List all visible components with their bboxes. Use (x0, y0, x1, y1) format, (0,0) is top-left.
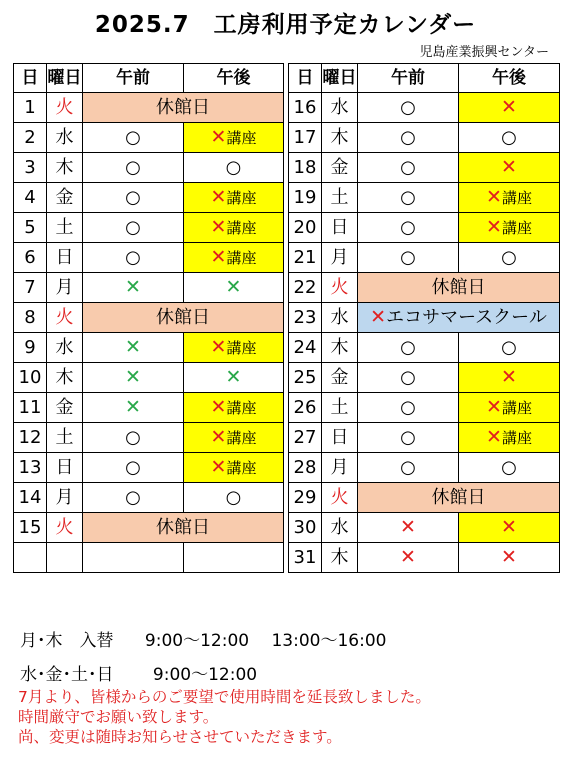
lecture-mark: ✕ (210, 336, 227, 358)
open-mark: ○ (400, 396, 416, 418)
unavailable-mark: ✕ (125, 336, 141, 358)
open-mark: ○ (125, 186, 141, 208)
pm-cell (184, 333, 284, 363)
pm-cell (184, 243, 284, 273)
am-cell (358, 393, 459, 423)
calendar-row (14, 153, 560, 183)
open-mark: ○ (400, 246, 416, 268)
calendar-row (14, 183, 560, 213)
schedule-times-1: 9:00～12:00 13:00～16:00 (144, 631, 387, 651)
day-number: 1 (14, 93, 47, 123)
am-cell (83, 243, 184, 273)
am-cell (358, 333, 459, 363)
weekday: 土 (47, 213, 83, 243)
am-cell (83, 213, 184, 243)
lecture-label: 講座 (226, 429, 257, 447)
day-number: 18 (289, 153, 322, 183)
day-number: 27 (289, 423, 322, 453)
calendar-row (14, 123, 560, 153)
day-number: 9 (14, 333, 47, 363)
unavailable-mark: ✕ (501, 546, 517, 568)
lecture-mark: ✕ (486, 186, 502, 208)
open-mark: ○ (400, 336, 416, 358)
pm-cell (184, 123, 284, 153)
event-cell (358, 303, 560, 333)
am-cell (83, 183, 184, 213)
calendar-row (14, 243, 560, 273)
day-number: 8 (14, 303, 47, 333)
open-mark: ○ (400, 126, 416, 148)
header-pm: 午後 (184, 64, 284, 93)
page-title: 2025.7 工房利用予定カレンダー (94, 12, 477, 38)
unavailable-mark: ✕ (400, 516, 416, 538)
weekday: 水 (47, 123, 83, 153)
am-cell (358, 153, 459, 183)
pm-cell (184, 363, 284, 393)
day-number: 20 (289, 213, 322, 243)
day-number: 6 (14, 243, 47, 273)
day-number: 13 (14, 453, 47, 483)
header-weekday: 曜日 (322, 64, 358, 93)
calendar-row (14, 93, 560, 123)
calendar-row (14, 303, 560, 333)
day-number: 22 (289, 273, 322, 303)
unavailable-mark: ✕ (125, 396, 141, 418)
weekday: 木 (322, 333, 358, 363)
weekday: 月 (322, 453, 358, 483)
day-number: 11 (14, 393, 47, 423)
am-cell (83, 483, 184, 513)
unavailable-mark: ✕ (225, 276, 242, 298)
weekday: 火 (47, 303, 83, 333)
lecture-label: 講座 (226, 219, 257, 237)
calendar-table (13, 63, 560, 573)
weekday: 金 (47, 183, 83, 213)
am-cell (83, 153, 184, 183)
lecture-label: 講座 (226, 399, 257, 417)
lecture-label: 講座 (226, 459, 257, 477)
lecture-label: 講座 (226, 249, 257, 267)
schedule-times-2: 9:00～12:00 (152, 665, 258, 685)
lecture-mark: ✕ (486, 426, 502, 448)
day-number: 5 (14, 213, 47, 243)
closed-day-cell: 休館日 (358, 483, 560, 513)
day-number: 26 (289, 393, 322, 423)
weekday: 水 (322, 93, 358, 123)
lecture-mark: ✕ (210, 396, 227, 418)
lecture-label: 講座 (501, 219, 532, 237)
day-number: 24 (289, 333, 322, 363)
closed-day-cell: 休館日 (83, 513, 284, 543)
open-mark: ○ (125, 246, 141, 268)
am-cell (358, 183, 459, 213)
day-number (14, 543, 47, 573)
pm-cell (459, 213, 560, 243)
open-mark: ○ (125, 486, 141, 508)
weekday: 木 (47, 363, 83, 393)
am-cell (358, 93, 459, 123)
calendar-row (14, 543, 560, 573)
am-cell (358, 243, 459, 273)
lecture-mark: ✕ (210, 126, 227, 148)
weekday: 日 (322, 423, 358, 453)
lecture-mark: ✕ (210, 456, 227, 478)
pm-cell (184, 273, 284, 303)
weekday: 月 (47, 483, 83, 513)
notice-text (18, 687, 431, 747)
weekday: 土 (322, 393, 358, 423)
am-cell (358, 453, 459, 483)
lecture-mark: ✕ (501, 366, 517, 388)
am-cell (83, 273, 184, 303)
pm-cell (184, 213, 284, 243)
day-number: 31 (289, 543, 322, 573)
calendar-row (14, 333, 560, 363)
am-cell (358, 363, 459, 393)
weekday: 金 (322, 363, 358, 393)
header-day: 日 (14, 64, 47, 93)
day-number: 25 (289, 363, 322, 393)
day-number: 2 (14, 123, 47, 153)
weekday: 金 (47, 393, 83, 423)
schedule-line-2 (20, 660, 257, 685)
pm-cell (459, 453, 560, 483)
weekday: 火 (322, 483, 358, 513)
day-number: 7 (14, 273, 47, 303)
day-number: 23 (289, 303, 322, 333)
open-mark: ○ (125, 456, 141, 478)
day-number: 10 (14, 363, 47, 393)
weekday: 金 (322, 153, 358, 183)
lecture-mark: ✕ (501, 156, 517, 178)
day-number: 21 (289, 243, 322, 273)
am-cell (358, 213, 459, 243)
open-mark: ○ (400, 156, 416, 178)
lecture-label: 講座 (226, 129, 257, 147)
header-am: 午前 (358, 64, 459, 93)
pm-cell (459, 243, 560, 273)
weekday: 水 (47, 333, 83, 363)
pm-cell (459, 93, 560, 123)
weekday: 日 (322, 213, 358, 243)
lecture-mark: ✕ (210, 246, 227, 268)
closed-day-cell: 休館日 (358, 273, 560, 303)
pm-cell (184, 543, 284, 573)
open-mark: ○ (125, 216, 141, 238)
notice-line: 時間厳守でお願い致します。 (18, 708, 219, 726)
calendar-row (14, 273, 560, 303)
unavailable-mark: ✕ (370, 306, 387, 328)
open-mark: ○ (225, 486, 242, 508)
pm-cell (184, 393, 284, 423)
open-mark: ○ (125, 126, 141, 148)
pm-cell (459, 543, 560, 573)
day-number: 16 (289, 93, 322, 123)
weekday: 日 (47, 453, 83, 483)
pm-cell (459, 393, 560, 423)
open-mark: ○ (400, 216, 416, 238)
unavailable-mark: ✕ (125, 276, 141, 298)
calendar-row (14, 423, 560, 453)
am-cell (83, 123, 184, 153)
day-number: 29 (289, 483, 322, 513)
closed-day-cell: 休館日 (83, 303, 284, 333)
closed-day-cell: 休館日 (83, 93, 284, 123)
open-mark: ○ (125, 426, 141, 448)
open-mark: ○ (125, 156, 141, 178)
pm-cell (459, 183, 560, 213)
weekday: 火 (47, 93, 83, 123)
weekday: 水 (322, 303, 358, 333)
pm-cell (184, 453, 284, 483)
calendar-row (14, 453, 560, 483)
calendar-row (14, 213, 560, 243)
lecture-mark: ✕ (486, 216, 502, 238)
lecture-mark: ✕ (501, 96, 517, 118)
weekday: 土 (322, 183, 358, 213)
weekday: 水 (322, 513, 358, 543)
weekday: 日 (47, 243, 83, 273)
am-cell (83, 333, 184, 363)
event-label: エコサマースクール (386, 307, 547, 328)
pm-cell (184, 153, 284, 183)
weekday (47, 543, 83, 573)
open-mark: ○ (400, 366, 416, 388)
weekday: 土 (47, 423, 83, 453)
open-mark: ○ (501, 456, 517, 478)
notice-line: 7月より、皆様からのご要望で使用時間を延長致しました。 (18, 688, 431, 706)
am-cell (83, 393, 184, 423)
pm-cell (459, 513, 560, 543)
weekday: 木 (47, 153, 83, 183)
weekday: 木 (322, 123, 358, 153)
pm-cell (459, 363, 560, 393)
lecture-mark: ✕ (210, 216, 227, 238)
header-weekday: 曜日 (47, 64, 83, 93)
am-cell (358, 513, 459, 543)
lecture-label: 講座 (501, 399, 532, 417)
am-cell (358, 123, 459, 153)
header-pm: 午後 (459, 64, 560, 93)
lecture-label: 講座 (501, 189, 532, 207)
open-mark: ○ (400, 96, 416, 118)
unavailable-mark: ✕ (225, 366, 242, 388)
schedule-line-1 (20, 626, 386, 651)
open-mark: ○ (501, 246, 517, 268)
lecture-mark: ✕ (486, 396, 502, 418)
day-number: 28 (289, 453, 322, 483)
day-number: 12 (14, 423, 47, 453)
unavailable-mark: ✕ (400, 546, 416, 568)
open-mark: ○ (501, 126, 517, 148)
day-number: 14 (14, 483, 47, 513)
pm-cell (184, 483, 284, 513)
notice-line: 尚、変更は随時お知らせさせていただきます。 (18, 728, 342, 746)
am-cell (358, 543, 459, 573)
am-cell (83, 543, 184, 573)
open-mark: ○ (400, 186, 416, 208)
lecture-label: 講座 (501, 429, 532, 447)
am-cell (83, 423, 184, 453)
pm-cell (459, 123, 560, 153)
calendar-row (14, 363, 560, 393)
calendar-row (14, 513, 560, 543)
day-number: 19 (289, 183, 322, 213)
open-mark: ○ (400, 456, 416, 478)
header-row (14, 64, 560, 93)
lecture-mark: ✕ (501, 516, 517, 538)
am-cell (83, 453, 184, 483)
lecture-mark: ✕ (210, 186, 227, 208)
day-number: 30 (289, 513, 322, 543)
lecture-label: 講座 (226, 189, 257, 207)
day-number: 17 (289, 123, 322, 153)
pm-cell (184, 423, 284, 453)
pm-cell (459, 153, 560, 183)
weekday: 火 (47, 513, 83, 543)
weekday: 月 (47, 273, 83, 303)
am-cell (83, 363, 184, 393)
lecture-mark: ✕ (210, 426, 227, 448)
day-number: 4 (14, 183, 47, 213)
schedule-days-2: 水･金･土･日 (20, 665, 114, 685)
day-number: 3 (14, 153, 47, 183)
pm-cell (459, 333, 560, 363)
unavailable-mark: ✕ (125, 366, 141, 388)
header-day: 日 (289, 64, 322, 93)
open-mark: ○ (400, 426, 416, 448)
open-mark: ○ (501, 336, 517, 358)
organization-name: 児島産業振興センター (419, 45, 549, 60)
weekday: 月 (322, 243, 358, 273)
am-cell (358, 423, 459, 453)
lecture-label: 講座 (226, 339, 257, 357)
pm-cell (184, 183, 284, 213)
schedule-days-1: 月･木 入替 (20, 631, 114, 651)
pm-cell (459, 423, 560, 453)
day-number: 15 (14, 513, 47, 543)
calendar-row (14, 393, 560, 423)
weekday: 木 (322, 543, 358, 573)
header-am: 午前 (83, 64, 184, 93)
weekday: 火 (322, 273, 358, 303)
calendar-row (14, 483, 560, 513)
open-mark: ○ (225, 156, 242, 178)
